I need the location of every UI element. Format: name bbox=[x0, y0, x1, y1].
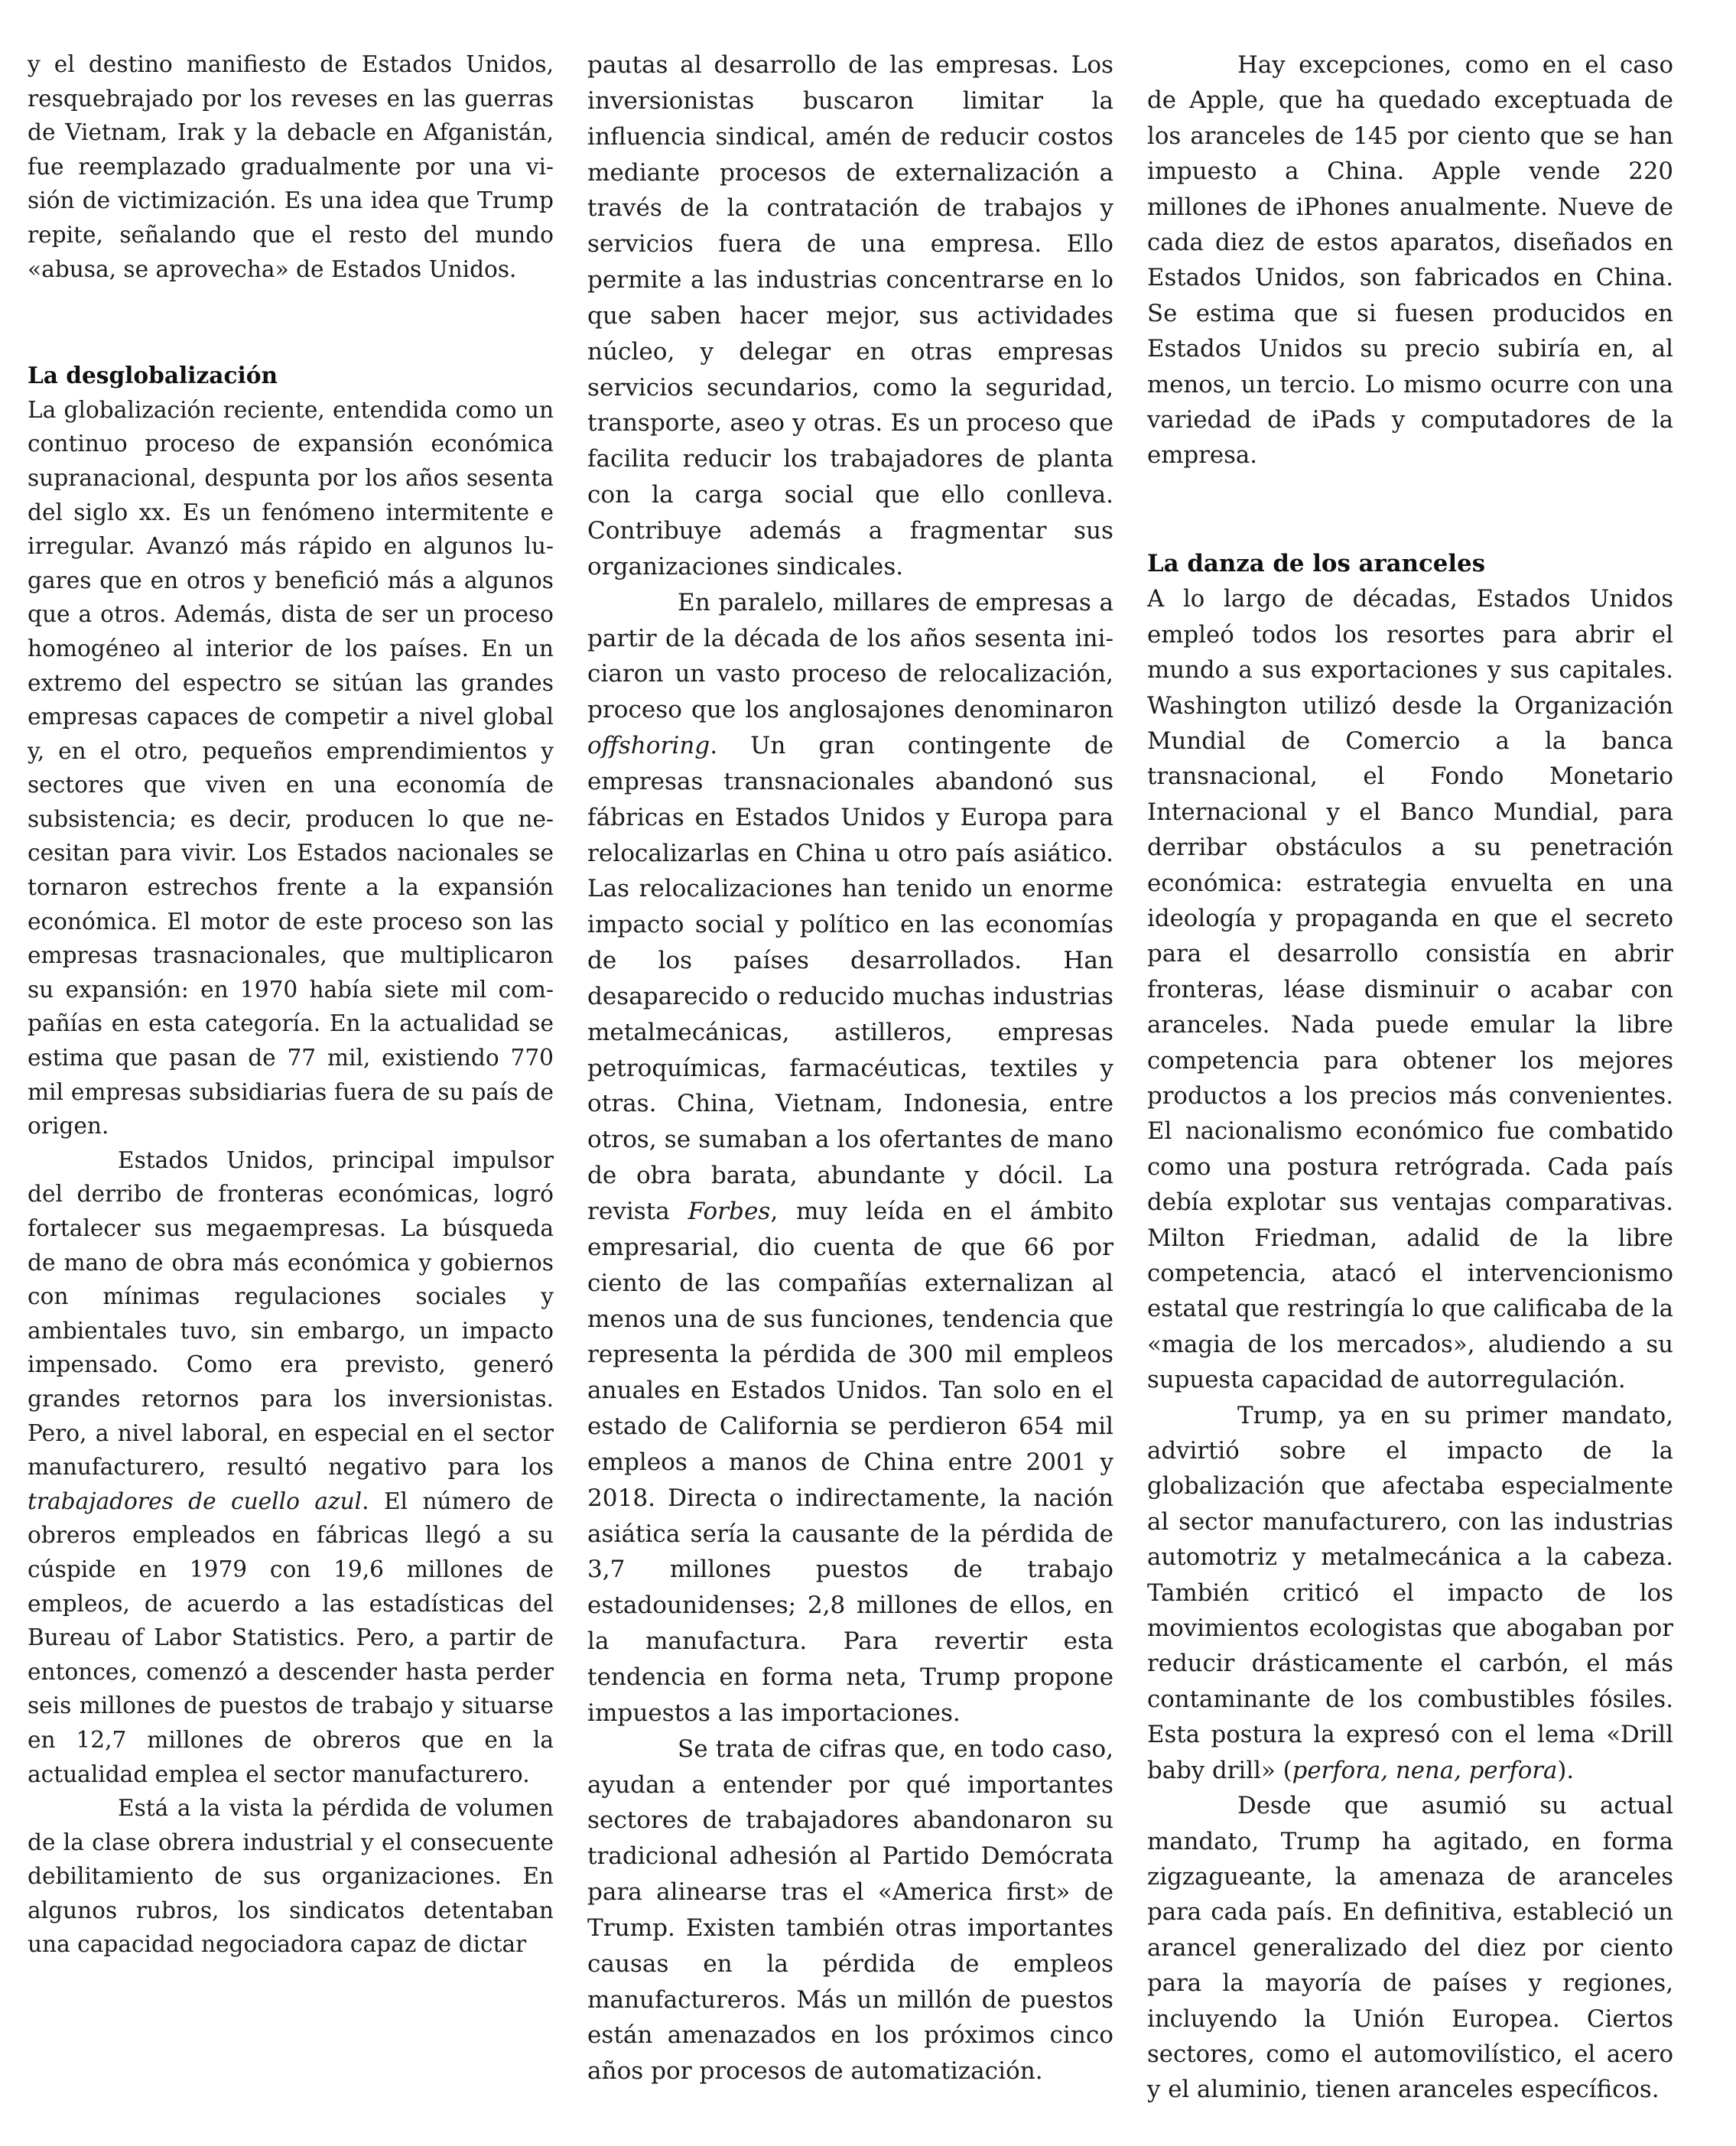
text-run: La globalización reciente, entendida como un continuo proceso de expansión económica supranacional, despunta por los años sesenta del siglo xx. Es un fenómeno intermitente e irregular. Avanzó más rápido en algunos lugares que en otros y benefició más a algunos que a otros. Además, dista de ser un proceso homogéneo al interior de los países. En un extremo del espectro se sitúan las grandes empresas capaces de competir a nivel global y, en el otro, pequeños emprendimientos y sectores que viven en una economía de subsistencia; es decir, producen lo que necesitan para vivir. Los Estados nacionales se tornaron estrechos frente a la expansión económica. El motor de este proceso son las empresas trasnacionales, que multiplicaron su expansión: en 1970 había siete mil compañías en esta categoría. En la actualidad se estima que pasan de 77 mil, existiendo 770 mil empresas subsidiarias fuera de su país de origen. bbox=[28, 396, 554, 1140]
text-run: A lo largo de décadas, Estados Unidos empleó todos los resortes para abrir el mundo a sus exportaciones y sus capitales. Washington utilizó desde la Organización Mundial de Comercio a la banca transnacional, el Fondo Monetario Internacional y el Banco Mundial, para derribar obstáculos a su penetración económica: estrategia envuelta en una ideología y propaganda en que el secreto para el desarrollo consistía en abrir fronteras, léase disminuir o acabar con aranceles. Nada puede emular la libre competencia para obtener los mejores productos a los precios más convenientes. El nacionalismo económico fue combatido como una postura retrógrada. Cada país debía explotar sus ventajas comparativas. Milton Friedman, adalid de la libre competencia, atacó el intervencionismo estatal que restringía lo que calificaba de la «magia de los mercados», aludiendo a su supuesta capacidad de autorregulación. bbox=[1147, 585, 1673, 1394]
text-run: Estados Unidos, principal impulsor del derribo de fronteras económicas, logró fortalecer sus megaempresas. La búsqueda de mano de obra más económica y gobiernos con mínimas regulaciones sociales y ambientales tuvo, sin embargo, un impacto impensado. Como era previsto, generó grandes retornos para los inversionistas. Pero, a nivel laboral, en especial en el sector manufacturero, resultó negativo para los bbox=[28, 1146, 554, 1481]
section-spacer bbox=[1147, 473, 1673, 546]
text-run: ). bbox=[1557, 1756, 1575, 1784]
text-run: . Un gran contingente de empresas transnacionales abandonó sus fábricas en Estados Unidos y Europa para relocalizarlas en China u otro país asiático. Las relocalizaciones han tenido un enorme impacto social y político en las economías de los países desarrollados. Han desaparecido o reducido muchas industrias metalmecánicas, astilleros, empresas petroquímicas, farmacéuticas, textiles y otras. China, Vietnam, Indonesia, entre otros, se sumaban a los ofertantes de mano de obra barata, abundante y dócil. La revista bbox=[587, 732, 1113, 1225]
body-paragraph bbox=[1147, 1398, 1673, 1788]
body-paragraph bbox=[1147, 47, 1673, 473]
article-page bbox=[28, 47, 1713, 2112]
text-run: y el destino manifiesto de Estados Unidos, resquebrajado por los reveses en las guerras de Vietnam, Irak y la debacle en Afganistán, fue reemplazado gradualmente por una visión de victimización. Es una idea que Trump repite, señalando que el resto del mundo «abusa, se aprovecha» de Estados Unidos. bbox=[28, 51, 554, 282]
body-paragraph bbox=[587, 47, 1113, 585]
text-run: Está a la vista la pérdida de volumen de la clase obrera industrial y el consecuente debilitamiento de sus organizaciones. En algunos rubros, los sindicatos detentaban una capacidad negociadora capaz de dictar bbox=[28, 1795, 554, 1958]
body-paragraph bbox=[28, 1143, 554, 1791]
column-1 bbox=[28, 47, 554, 1962]
body-paragraph bbox=[28, 393, 554, 1143]
section-heading: La danza de los aranceles bbox=[1147, 549, 1486, 577]
body-paragraph bbox=[1147, 581, 1673, 1397]
section-heading: La desglobalización bbox=[28, 362, 278, 389]
body-paragraph bbox=[28, 47, 554, 286]
text-run: Trump, ya en su primer mandato, advirtió sobre el impacto de la globalización que afectaba especialmente al sector manufacturero, con las industrias automotriz y metalmecánica a la cabeza. También criticó el impacto de los movimientos ecologistas que abogaban por reducir drásticamente el carbón, el más contaminante de los combustibles fósiles. Esta postura la expresó con el lema «Drill baby drill» ( bbox=[1147, 1401, 1673, 1784]
section-spacer bbox=[28, 286, 554, 359]
text-run: En paralelo, millares de empresas a partir de la década de los años sesenta iniciaron un vasto proceso de relocalización, proceso que los anglosajones denominaron bbox=[587, 588, 1113, 724]
body-paragraph bbox=[587, 1731, 1113, 2089]
body-paragraph bbox=[587, 585, 1113, 1731]
text-run: . El número de obreros empleados en fábricas llegó a su cúspide en 1979 con 19,6 millones de empleos, de acuerdo a las estadísticas del Bureau of Labor Statistics. Pero, a partir de entonces, comenzó a descender hasta perder seis millones de puestos de trabajo y situarse en 12,7 millones de obreros que en la actualidad emplea el sector manufacturero. bbox=[28, 1488, 554, 1787]
column-3 bbox=[1147, 47, 1673, 2108]
text-run: Hay excepciones, como en el caso de Apple, que ha quedado exceptuada de los aranceles de 145 por ciento que se han impuesto a China. Apple vende 220 millones de iPhones anualmente. Nueve de cada diez de estos aparatos, diseñados en Estados Unidos, son fabricados en China. Se estima que si fuesen producidos en Estados Unidos su precio subiría en, al menos, un tercio. Lo mismo ocurre con una variedad de iPads y computadores de la empresa. bbox=[1147, 51, 1673, 470]
italic-run: perfora, nena, perfora bbox=[1292, 1756, 1558, 1784]
text-run: pautas al desarrollo de las empresas. Los inversionistas buscaron limitar la influencia sindical, amén de reducir costos mediante procesos de externalización a través de la contratación de trabajos y servicios fuera de una empresa. Ello permite a las industrias concentrarse en lo que saben hacer mejor, sus actividades núcleo, y delegar en otras empresas servicios secundarios, como la seguridad, transporte, aseo y otras. Es un proceso que facilita reducir los trabajadores de planta con la carga social que ello conlleva. Contribuye además a fragmentar sus organizaciones sindicales. bbox=[587, 51, 1113, 580]
text-run: Desde que asumió su actual mandato, Trump ha agitado, en forma zigzagueante, la amenaza de aranceles para cada país. En definitiva, estableció un arancel generalizado del diez por ciento para la mayoría de países y regiones, incluyendo la Unión Europea. Ciertos sectores, como el automovilístico, el acero y el aluminio, tienen aranceles específicos. bbox=[1147, 1792, 1673, 2104]
text-run: Se trata de cifras que, en todo caso, ayudan a entender por qué importantes sectores de trabajadores abandonaron su tradicional adhesión al Partido Demócrata para alinearse tras el «America first» de Trump. Existen también otras importantes causas en la pérdida de empleos manufactureros. Más un millón de puestos están amenazados en los próximos cinco años por procesos de automatización. bbox=[587, 1735, 1113, 2086]
italic-run: Forbes bbox=[688, 1198, 771, 1225]
body-paragraph bbox=[28, 1791, 554, 1962]
body-paragraph bbox=[1147, 1788, 1673, 2108]
text-run: , muy leída en el ámbito empresarial, dio cuenta de que 66 por ciento de las compañías externalizan al menos una de sus funciones, tendencia que representa la pérdida de 300 mil empleos anuales en Estados Unidos. Tan solo en el estado de California se perdieron 654 mil empleos a manos de China entre 2001 y 2018. Directa o indirectamente, la nación asiática sería la causante de la pérdida de 3,7 millones puestos de trabajo estadounidenses; 2,8 millones de ellos, en la manufactura. Para revertir esta tendencia en forma neta, Trump propone impuestos a las importaciones. bbox=[587, 1198, 1113, 1727]
italic-run: offshoring bbox=[587, 732, 710, 760]
italic-run: trabajadores de cuello azul bbox=[28, 1488, 362, 1514]
column-2 bbox=[587, 47, 1113, 2089]
